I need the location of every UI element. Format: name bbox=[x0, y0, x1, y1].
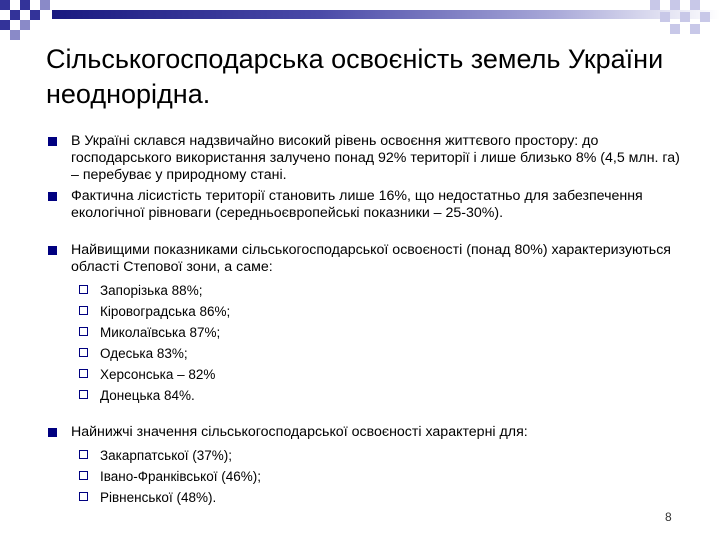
hollow-square-bullet-icon bbox=[79, 471, 88, 480]
bullet-item bbox=[48, 188, 680, 222]
slide-title: Сільськогосподарська освоєність земель України неоднорідна. bbox=[46, 44, 664, 109]
region-text: Донецька 84%. bbox=[100, 388, 195, 403]
hollow-square-bullet-icon bbox=[79, 327, 88, 336]
bullet-text: Найвищими показниками сільськогосподарської освоєності (понад 80%) характеризуються області Степової зони, а саме: bbox=[71, 242, 671, 275]
square-bullet-icon bbox=[48, 192, 57, 201]
sub-bullet-item bbox=[48, 324, 680, 341]
sub-bullet-item bbox=[48, 468, 680, 485]
region-text: Закарпатської (37%); bbox=[100, 448, 233, 463]
hollow-square-bullet-icon bbox=[79, 369, 88, 378]
sub-bullet-item bbox=[48, 345, 680, 362]
page-number: 8 bbox=[665, 510, 672, 524]
square-bullet-icon bbox=[48, 137, 57, 146]
sub-bullet-item bbox=[48, 282, 680, 299]
region-text: Кіровоградська 86%; bbox=[100, 304, 231, 319]
corner-checker-decoration bbox=[0, 0, 60, 40]
hollow-square-bullet-icon bbox=[79, 390, 88, 399]
sub-bullet-item bbox=[48, 489, 680, 506]
hollow-square-bullet-icon bbox=[79, 306, 88, 315]
region-text: Івано-Франківської (46%); bbox=[100, 469, 262, 484]
hollow-square-bullet-icon bbox=[79, 348, 88, 357]
sub-bullet-item bbox=[48, 303, 680, 320]
hollow-square-bullet-icon bbox=[79, 285, 88, 294]
corner-squares-decoration bbox=[630, 0, 720, 36]
bullet-text: В Україні склався надзвичайно високий рівень освоєння життєвого простору: до господарського використання залучено понад 92% території і лише близько 8% (4,5 млн. га) – перебуває у природному стані. bbox=[71, 133, 680, 183]
bullet-text: Фактична лісистість території становить лише 16%, що недостатньо для забезпечення екологічної рівноваги (середньоєвропейські показники – 25-30%). bbox=[71, 188, 643, 221]
hollow-square-bullet-icon bbox=[79, 450, 88, 459]
slide-content bbox=[48, 133, 680, 506]
region-text: Рівненської (48%). bbox=[100, 490, 217, 505]
bullet-item bbox=[48, 133, 680, 184]
region-text: Миколаївська 87%; bbox=[100, 325, 221, 340]
bullet-item bbox=[48, 242, 680, 276]
region-text: Одеська 83%; bbox=[100, 346, 188, 361]
square-bullet-icon bbox=[48, 428, 57, 437]
region-text: Запорізька 88%; bbox=[100, 283, 203, 298]
square-bullet-icon bbox=[48, 246, 57, 255]
sub-bullet-item bbox=[48, 387, 680, 404]
region-text: Херсонська – 82% bbox=[100, 367, 216, 382]
header-gradient-bar bbox=[52, 10, 720, 19]
sub-bullet-item bbox=[48, 447, 680, 464]
sub-bullet-item bbox=[48, 366, 680, 383]
hollow-square-bullet-icon bbox=[79, 492, 88, 501]
bullet-text: Найнижчі значення сільськогосподарської освоєності характерні для: bbox=[71, 424, 528, 440]
bullet-item bbox=[48, 424, 680, 441]
